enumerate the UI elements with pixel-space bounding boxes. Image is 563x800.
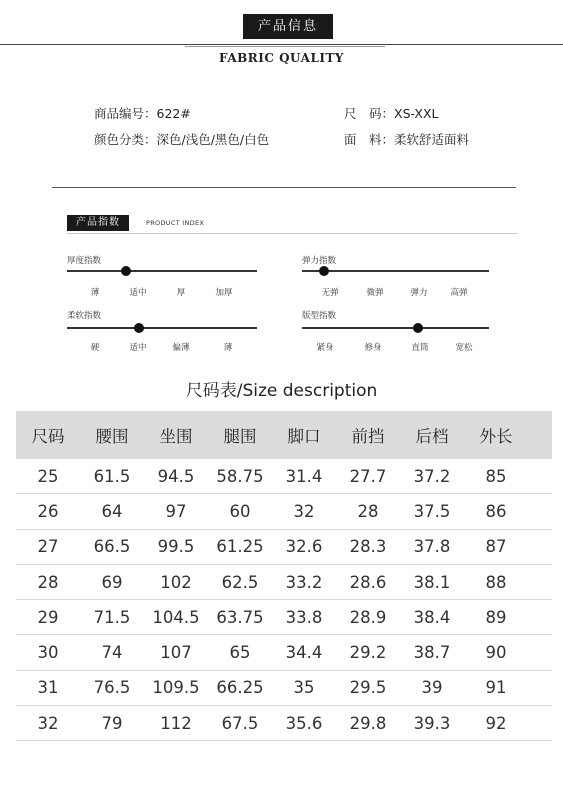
table-cell: 91 — [485, 678, 507, 698]
index-scale-label: 硬 — [90, 343, 100, 353]
table-cell: 29.2 — [349, 643, 387, 663]
index-scale-title: 弹力指数 — [302, 256, 337, 266]
size-table-title: 尺码表/Size description — [185, 381, 378, 401]
index-scale-title: 柔软指数 — [67, 311, 102, 321]
table-row — [16, 671, 552, 706]
info-colors: 颜色分类：深色/浅色/黑色/白色 — [94, 132, 270, 147]
table-cell: 31 — [37, 678, 59, 698]
table-row — [16, 459, 552, 494]
table-cell: 35 — [293, 678, 315, 698]
index-scale-label: 薄 — [90, 288, 100, 298]
index-scale-label: 紧身 — [316, 343, 334, 353]
table-cell: 69 — [101, 572, 123, 592]
table-cell: 88 — [485, 572, 507, 592]
table-cell: 102 — [160, 572, 192, 592]
table-cell: 63.75 — [216, 607, 264, 627]
size-table-header-cell: 尺码 — [31, 427, 65, 446]
index-scale-marker — [413, 323, 423, 333]
size-table-header-cell: 前挡 — [351, 427, 385, 446]
index-scale-label: 直筒 — [411, 343, 429, 353]
table-row — [16, 530, 552, 565]
index-scale-label: 薄 — [223, 343, 233, 353]
table-cell: 92 — [485, 713, 507, 733]
index-scale-label: 加厚 — [215, 288, 233, 298]
index-scale-label: 宽松 — [455, 343, 473, 353]
table-cell: 28 — [357, 501, 379, 521]
table-cell: 32 — [293, 501, 315, 521]
table-cell: 97 — [165, 501, 187, 521]
table-row — [16, 494, 552, 529]
table-cell: 28.6 — [349, 572, 387, 592]
product-index-title: 产品指数 — [67, 215, 129, 231]
info-size: 尺 码：XS-XXL — [344, 106, 439, 121]
table-cell: 109.5 — [152, 678, 200, 698]
table-cell: 60 — [229, 501, 251, 521]
table-cell: 39 — [421, 678, 443, 698]
size-table-header-cell: 后档 — [415, 427, 449, 446]
index-scale-label: 弹力 — [410, 288, 428, 298]
section-title-product-info: 产品信息 — [243, 14, 333, 39]
table-cell: 28 — [37, 572, 59, 592]
table-row — [16, 706, 552, 741]
table-cell: 28.3 — [349, 537, 387, 557]
index-scale-label: 适中 — [129, 288, 147, 298]
index-scale-track — [67, 270, 257, 272]
table-cell: 25 — [37, 466, 59, 486]
info-fabric: 面 料：柔软舒适面料 — [344, 132, 470, 147]
table-cell: 26 — [37, 501, 59, 521]
table-cell: 79 — [101, 713, 123, 733]
size-table — [16, 411, 552, 741]
table-cell: 87 — [485, 537, 507, 557]
table-cell: 61.5 — [93, 466, 131, 486]
table-cell: 66.25 — [216, 678, 264, 698]
index-scale-track — [302, 327, 489, 329]
index-scale-title: 厚度指数 — [67, 256, 102, 266]
size-table-header-cell: 外长 — [479, 427, 513, 446]
table-cell: 62.5 — [221, 572, 259, 592]
table-cell: 67.5 — [221, 713, 259, 733]
table-cell: 27 — [37, 537, 59, 557]
table-cell: 94.5 — [157, 466, 195, 486]
index-scale-label: 高弹 — [450, 288, 468, 298]
section-subtitle-fabric-quality: FABRIC QUALITY — [219, 51, 344, 65]
table-cell: 28.9 — [349, 607, 387, 627]
table-cell: 64 — [101, 501, 123, 521]
index-scale-marker — [319, 266, 329, 276]
table-cell: 71.5 — [93, 607, 131, 627]
table-cell: 38.4 — [413, 607, 451, 627]
table-cell: 38.7 — [413, 643, 451, 663]
product-index-divider — [67, 233, 517, 234]
table-cell: 85 — [485, 466, 507, 486]
table-cell: 37.8 — [413, 537, 451, 557]
table-cell: 29.8 — [349, 713, 387, 733]
index-scale-marker — [121, 266, 131, 276]
size-table-header — [16, 411, 552, 459]
table-cell: 74 — [101, 643, 123, 663]
table-cell: 27.7 — [349, 466, 387, 486]
index-scale-label: 修身 — [364, 343, 382, 353]
table-cell: 38.1 — [413, 572, 451, 592]
index-scale-label: 偏薄 — [172, 343, 190, 353]
table-cell: 107 — [160, 643, 192, 663]
table-cell: 32 — [37, 713, 59, 733]
header-divider — [0, 44, 563, 45]
size-table-header-cell: 脚口 — [287, 427, 321, 446]
table-cell: 61.25 — [216, 537, 264, 557]
table-cell: 58.75 — [216, 466, 264, 486]
table-cell: 29 — [37, 607, 59, 627]
size-table-body — [16, 459, 552, 741]
table-row — [16, 565, 552, 600]
index-scale-label: 微弹 — [366, 288, 384, 298]
index-scale-track — [67, 327, 257, 329]
table-cell: 66.5 — [93, 537, 131, 557]
index-scale-marker — [134, 323, 144, 333]
table-cell: 65 — [229, 643, 251, 663]
index-scale-label: 厚 — [176, 288, 186, 298]
table-cell: 90 — [485, 643, 507, 663]
product-index-title-en: PRODUCT INDEX — [146, 219, 205, 227]
table-cell: 33.2 — [285, 572, 323, 592]
index-scale-title: 版型指数 — [302, 311, 337, 321]
info-divider — [52, 187, 516, 188]
index-scale-track — [302, 270, 489, 272]
table-cell: 86 — [485, 501, 507, 521]
table-cell: 33.8 — [285, 607, 323, 627]
size-table-header-cell: 腰围 — [95, 427, 129, 446]
info-item-no: 商品编号：622# — [94, 106, 191, 121]
table-cell: 35.6 — [285, 713, 323, 733]
table-cell: 31.4 — [285, 466, 323, 486]
table-cell: 32.6 — [285, 537, 323, 557]
table-cell: 37.5 — [413, 501, 451, 521]
table-cell: 99.5 — [157, 537, 195, 557]
table-cell: 39.3 — [413, 713, 451, 733]
header-divider-short — [185, 46, 385, 47]
index-scale-label: 适中 — [129, 343, 147, 353]
table-cell: 34.4 — [285, 643, 323, 663]
table-cell: 104.5 — [152, 607, 200, 627]
table-cell: 30 — [37, 643, 59, 663]
table-row — [16, 600, 552, 635]
table-cell: 112 — [160, 713, 192, 733]
size-table-header-cell: 坐围 — [159, 427, 193, 446]
table-cell: 37.2 — [413, 466, 451, 486]
table-row — [16, 635, 552, 670]
table-cell: 76.5 — [93, 678, 131, 698]
size-table-header-cell: 腿围 — [223, 427, 257, 446]
index-scale-label: 无弹 — [321, 288, 339, 298]
table-cell: 89 — [485, 607, 507, 627]
table-cell: 29.5 — [349, 678, 387, 698]
